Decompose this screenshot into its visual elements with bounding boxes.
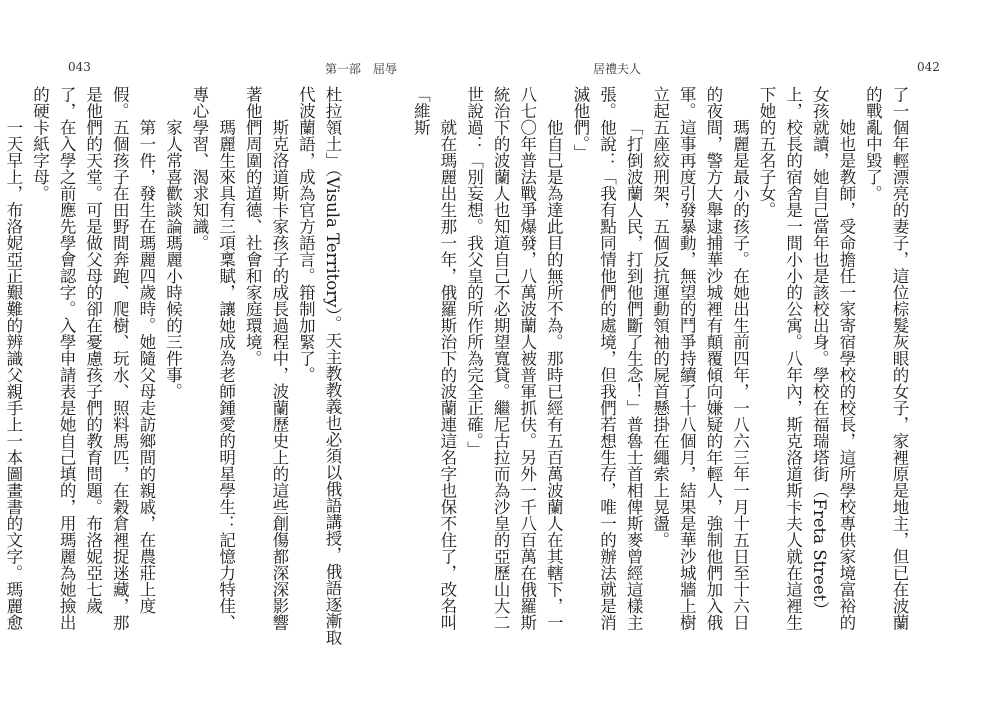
paragraph: 杜拉領土」（Visula Territory）。天主教教義也必須以俄語講授，俄語逐漸取代波蘭語，成為官方語言。箝制加緊了。 — [296, 86, 342, 646]
paragraph: 家人常喜歡談論瑪麗小時候的三件事。 — [163, 119, 183, 400]
right-page — [411, 0, 1000, 701]
paragraph: 瑪麗是最小的孩子。在她出生前四年，一八六三年一月十五日至十六日的夜間，警方大舉逮捕華沙城裡有顛覆傾向嫌疑的年輕人，強制他們加入俄軍。這事再度引發暴動，無望的鬥爭持續了十八個月，結果是華沙城牆上樹立起五座絞刑架，五個反抗運動領袖的屍首懸掛在繩索上晃盪。 — [650, 86, 750, 631]
paragraph: 了一個年輕漂亮的妻子，這位棕髮灰眼的女子，家裡原是地主，但已在波蘭的戰亂中毀了。 — [863, 86, 909, 631]
running-header-part: 第一部 屈辱 — [325, 62, 398, 76]
paragraph: 他自己是為達此目的無所不為。那時已經有五百萬波蘭人在其轄下，一八七〇年普法戰爭爆發，八萬波蘭人被普軍抓伕。另外一千八百萬在俄羅斯統治下的波蘭人也知道自己不必期望寬貸。繼尼古拉而為沙皇的亞歷山大二世說過：「別妄想。我父皇的所作所為完全正確。」 — [464, 86, 564, 631]
page-number-right: 042 — [917, 60, 940, 74]
paragraph: 一天早上，布洛妮亞正艱難的辨識父親手上一本圖畫書的文字。瑪麗愈 — [3, 119, 23, 631]
paragraph: 第一件，發生在瑪麗四歲時。她隨父母走訪鄉間的親戚，在農莊上度假。五個孩子在田野間奔跑、爬樹、玩水、照料馬匹，在穀倉裡捉迷藏，那是他們的天堂。可是做父母的卻在憂慮孩子們的教育問題。布洛妮亞七歲了，在入學之前應先學會認字。入學申請表是她自己填的，用瑪麗為她撿出的硬卡紙字母。 — [30, 86, 156, 631]
paragraph: 斯克洛道斯卡家孩子的成長過程中，波蘭歷史上的這些創傷都深深影響著他們周圍的道德、社會和家庭環境。 — [243, 86, 289, 631]
paragraph: 瑪麗生來具有三項稟賦，讓她成為老師鍾愛的明星學生：記憶力特佳、專心學習、渴求知識。 — [190, 86, 236, 631]
paragraph: 她也是教師，受命擔任一家寄宿學校的校長，這所學校專供家境富裕的女孩就讀，她自己當年也是該校出身。學校在福瑞塔街（Freta Street）上，校長的宿舍是一間小小的公寓。八年內，斯克洛道斯卡夫人就在這裡生下她的五名子女。 — [757, 86, 856, 631]
right-page-body — [411, 86, 912, 646]
paragraph: 就在瑪麗出生那一年，俄羅斯治下的波蘭連這名字也保不住了，改名叫「維斯 — [411, 86, 457, 631]
running-header-book-title: 居禮夫人 — [593, 62, 642, 76]
paragraph: 「打倒波蘭人民，打到他們斷了生念！」普魯士首相俾斯麥曾經這樣主張。他說：「我有點同情他們的處境，但我們若想生存，唯一的辦法就是消滅他們。」 — [570, 86, 644, 631]
left-page-body — [3, 86, 345, 646]
page-number-left: 043 — [68, 60, 91, 74]
